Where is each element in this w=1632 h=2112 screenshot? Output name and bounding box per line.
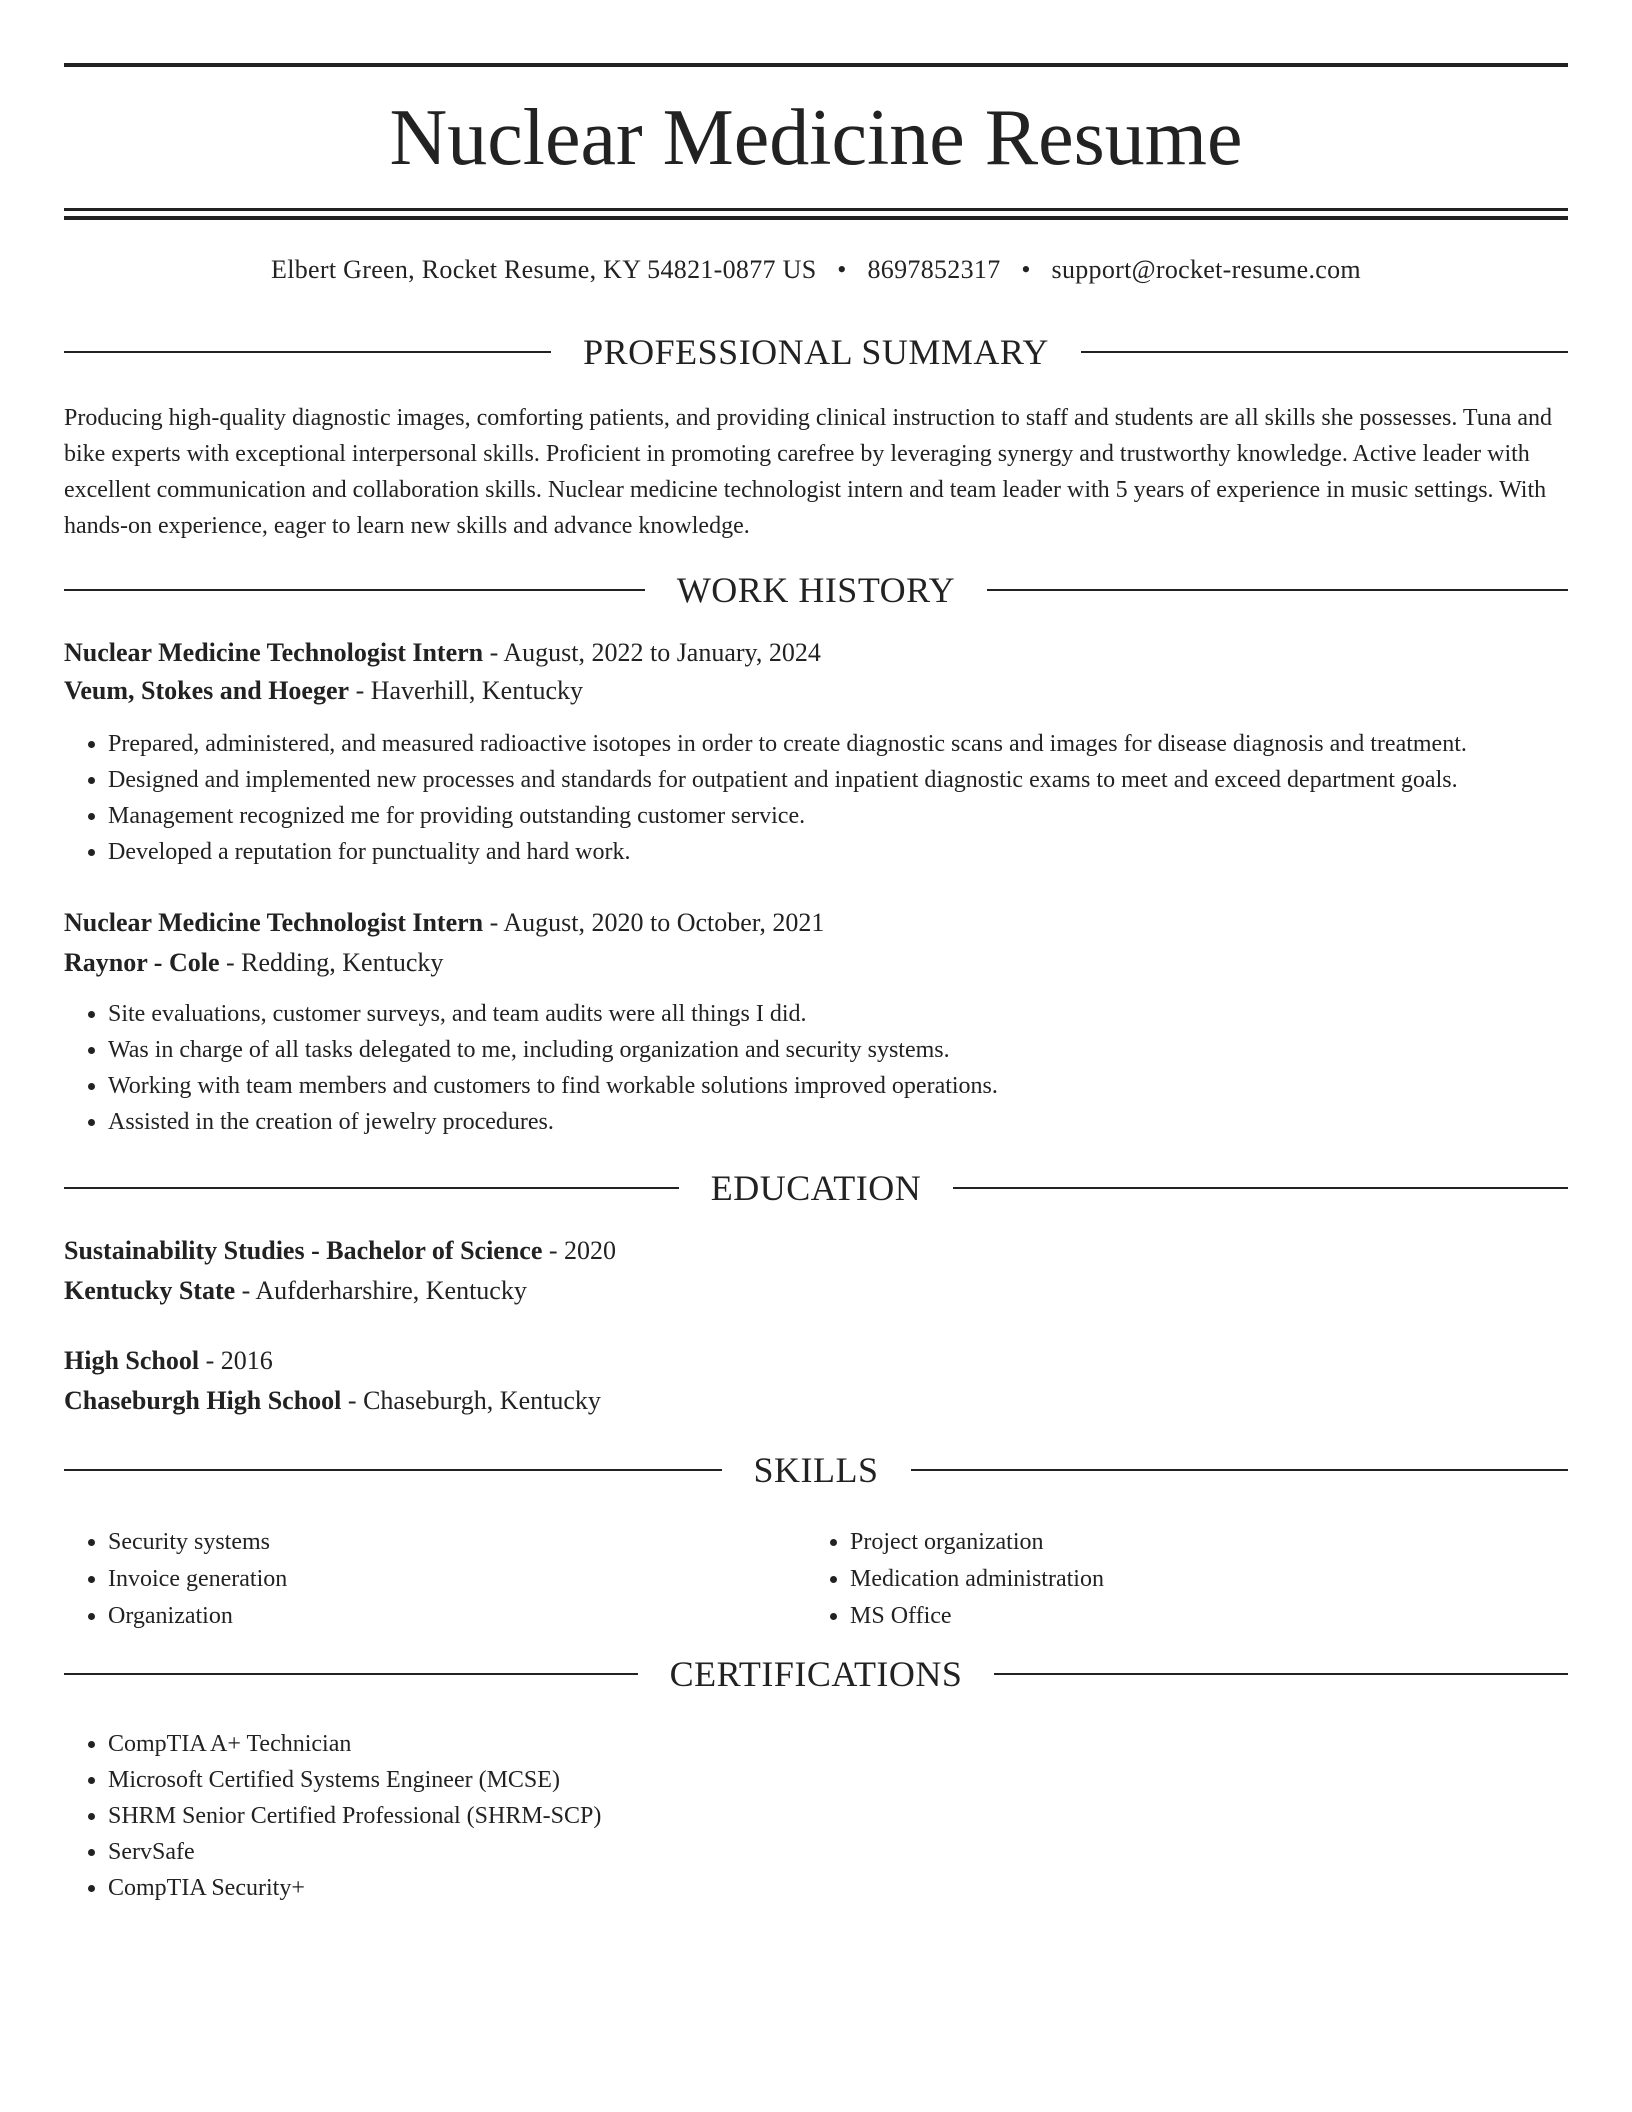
education-school: Kentucky State [64,1276,236,1305]
title-rule-upper [64,208,1568,211]
summary-heading [64,330,1568,374]
list-item: • Working with team members and customers to find workable solutions improved operations. [108,1068,1568,1104]
contact-email: support@rocket-resume.com [1051,255,1361,284]
job-employer-line [64,944,1568,982]
page-title: Nuclear Medicine Resume [389,94,1243,182]
contact-separator: • [837,255,847,284]
heading-rule-left [64,351,551,353]
contact-address: Elbert Green, Rocket Resume, KY 54821-0877 US [271,255,817,284]
list-item: • Designed and implemented new processes and standards for outpatient and inpatient diagnostic exams to meet and exceed department goals. [108,762,1568,798]
heading-rule-right [953,1187,1568,1189]
list-item: • Medication administration [850,1561,1550,1598]
list-item: • SHRM Senior Certified Professional (SHRM-SCP) [108,1798,1568,1834]
job-title: Nuclear Medicine Technologist Intern [64,638,484,667]
education-heading [64,1166,1568,1210]
list-item: • Security systems [108,1524,808,1561]
list-item: • Prepared, administered, and measured radioactive isotopes in order to create diagnostic scans and images for disease diagnosis and treatment. [108,726,1568,762]
education-degree: High School [64,1346,200,1375]
heading-rule-right [987,589,1568,591]
heading-rule-right [911,1469,1569,1471]
top-rule [64,63,1568,67]
list-item: • Project organization [850,1524,1550,1561]
contact-phone: 8697852317 [867,255,1001,284]
education-year: - 2020 [542,1236,617,1265]
job-title: Nuclear Medicine Technologist Intern [64,908,484,937]
heading-rule-left [64,1469,722,1471]
contact-line [64,252,1568,288]
certifications-heading-label: CERTIFICATIONS [669,1654,963,1694]
skills-list-left [64,1524,808,1635]
list-item: • CompTIA A+ Technician [108,1726,1568,1762]
summary-heading-label: PROFESSIONAL SUMMARY [583,332,1049,372]
job-dates: - August, 2020 to October, 2021 [483,908,825,937]
education-heading-label: EDUCATION [710,1168,922,1208]
job-employer: Raynor - Cole [64,948,220,977]
list-item: • Organization [108,1598,808,1635]
list-item: • Management recognized me for providing outstanding customer service. [108,798,1568,834]
heading-rule-left [64,1673,638,1675]
heading-rule-left [64,589,645,591]
education-year: - 2016 [199,1346,273,1375]
job-employer: Veum, Stokes and Hoeger [64,676,350,705]
heading-rule-right [994,1673,1568,1675]
list-item: • Microsoft Certified Systems Engineer (MCSE) [108,1762,1568,1798]
job-bullet-list [64,996,1568,1140]
list-item: • ServSafe [108,1834,1568,1870]
list-item: • Invoice generation [108,1561,808,1598]
education-school-line [64,1382,1568,1420]
education-degree: Sustainability Studies - Bachelor of Science [64,1236,543,1265]
list-item: • Developed a reputation for punctuality and hard work. [108,834,1568,870]
education-school-line [64,1272,1568,1310]
education-location: - Chaseburgh, Kentucky [341,1386,601,1415]
education-degree-line [64,1342,1568,1380]
job-employer-line [64,672,1568,710]
work-history-heading-label: WORK HISTORY [676,570,956,610]
job-location: - Haverhill, Kentucky [349,676,583,705]
education-location: - Aufderharshire, Kentucky [235,1276,527,1305]
education-school: Chaseburgh High School [64,1386,342,1415]
summary-text: Producing high-quality diagnostic images, comforting patients, and providing clinical instruction to staff and students are all skills she possesses. Tuna and bike experts with exceptional interpersonal skills. Proficient in promoting carefree by leveraging synergy and trustworthy knowledge. Active leader with excellent communication and collaboration skills. Nuclear medicine technologist intern and team leader with 5 years of experience in music settings. With hands-on experience, eager to learn new skills and advance knowledge. [64,405,1553,539]
heading-rule-right [1081,351,1568,353]
job-title-line [64,634,1568,672]
list-item: • Assisted in the creation of jewelry procedures. [108,1104,1568,1140]
job-title-line [64,904,1568,942]
certifications-heading [64,1652,1568,1696]
list-item: • Was in charge of all tasks delegated to me, including organization and security systems. [108,1032,1568,1068]
title-rule-lower [64,216,1568,220]
certifications-list [64,1726,1568,1906]
list-item: • CompTIA Security+ [108,1870,1568,1906]
contact-separator: • [1021,255,1031,284]
job-location: - Redding, Kentucky [219,948,444,977]
skills-list-right [806,1524,1550,1635]
heading-rule-left [64,1187,679,1189]
job-bullet-list [64,726,1568,870]
skills-heading [64,1448,1568,1492]
list-item: • MS Office [850,1598,1550,1635]
job-dates: - August, 2022 to January, 2024 [483,638,821,667]
list-item: • Site evaluations, customer surveys, and team audits were all things I did. [108,996,1568,1032]
skills-heading-label: SKILLS [753,1450,879,1490]
work-history-heading [64,568,1568,612]
education-degree-line [64,1232,1568,1270]
